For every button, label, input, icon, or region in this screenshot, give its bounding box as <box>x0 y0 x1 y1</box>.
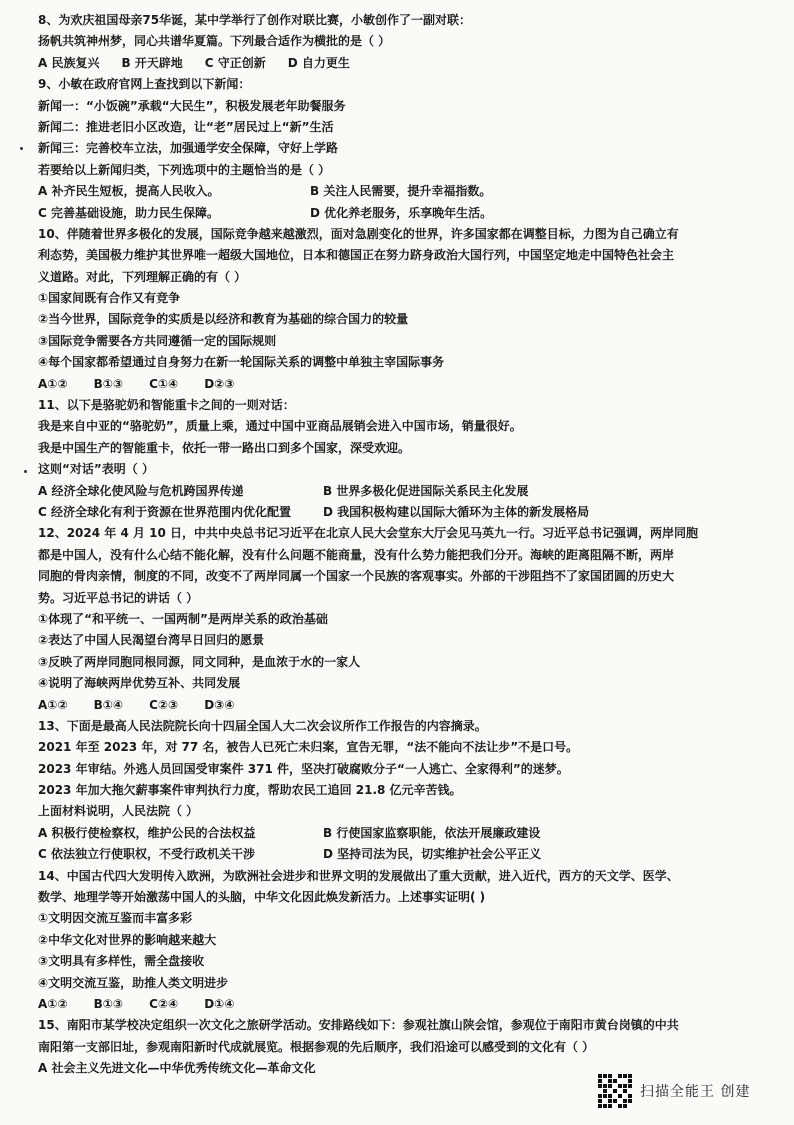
option-b[interactable]: B 开天辟地 <box>121 55 183 70</box>
statement: ②表达了中国人民渴望台湾早日回归的愿景 <box>38 633 265 648</box>
statement: ①体现了“和平统一、一国两制”是两岸关系的政治基础 <box>38 611 328 626</box>
option-c[interactable]: C 经济全球化有利于资源在世界范围内优化配置 <box>38 504 291 519</box>
option-b[interactable]: B①③ <box>93 376 124 391</box>
question-14 <box>38 866 768 1016</box>
question-text: 扬帆共筑神州梦，同心共谱华夏篇。下列最合适作为横批的是（ ） <box>38 34 391 49</box>
question-10 <box>38 224 768 395</box>
options-row <box>38 481 768 502</box>
exam-page <box>38 10 768 1080</box>
question-text: 同胞的骨肉亲情，制度的不同，改变不了两岸同属一个国家一个民族的客观事实。外部的干涉阻挡不了家国团圆的历史大 <box>38 569 675 584</box>
scan-mark <box>20 147 23 150</box>
option-a[interactable]: A 社会主义先进文化—中华优秀传统文化—革命文化 <box>38 1061 316 1076</box>
question-text: 9、小敏在政府官网上查找到以下新闻： <box>38 77 251 92</box>
statement: ③文明具有多样性，需全盘接收 <box>38 954 205 969</box>
statement: ①文明因交流互鉴而丰富多彩 <box>38 911 193 926</box>
question-15 <box>38 1015 768 1079</box>
option-d[interactable]: D 我国积极构建以国际大循环为主体的新发展格局 <box>323 504 590 519</box>
question-9 <box>38 74 768 224</box>
option-c[interactable]: C②④ <box>149 996 179 1011</box>
question-12 <box>38 523 768 716</box>
option-d[interactable]: D②③ <box>204 376 235 391</box>
statement: ②当今世界，国际竞争的实质是以经济和教育为基础的综合国力的较量 <box>38 312 409 327</box>
option-c[interactable]: C②③ <box>149 697 179 712</box>
question-text: 若要给以上新闻归类，下列选项中的主题恰当的是（ ） <box>38 162 331 177</box>
statement: ④说明了海峡两岸优势互补、共同发展 <box>38 676 241 691</box>
options-row <box>38 823 768 844</box>
option-b[interactable]: B①③ <box>93 996 124 1011</box>
option-d[interactable]: D 优化养老服务，乐享晚年生活。 <box>310 205 493 220</box>
question-text: 12、2024 年 4 月 10 日，中共中央总书记习近平在北京人民大会堂东大厅会见马英九一行。习近平总书记强调，两岸同胞 <box>38 526 699 541</box>
question-text: 10、伴随着世界多极化的发展，国际竞争越来越激烈，面对急剧变化的世界，许多国家都在调整目标，力图为自己确立有 <box>38 226 679 241</box>
question-text: 新闻三：完善校车立法，加强通学安全保障，守好上学路 <box>38 141 339 156</box>
question-text: 14、中国古代四大发明传入欧洲，为欧洲社会进步和世界文明的发展做出了重大贡献，进入近代，西方的天文学、医学、 <box>38 868 679 883</box>
option-b[interactable]: B 行使国家监察职能，依法开展廉政建设 <box>323 825 541 840</box>
option-c[interactable]: C 守正创新 <box>204 55 266 70</box>
question-11 <box>38 395 768 523</box>
statement: ④每个国家都希望通过自身努力在新一轮国际关系的调整中单独主宰国际事务 <box>38 355 445 370</box>
option-d[interactable]: D③④ <box>204 697 235 712</box>
question-text: 我是中国生产的智能重卡，依托一带一路出口到多个国家，深受欢迎。 <box>38 440 411 455</box>
question-text: 13、下面是最高人民法院院长向十四届全国人大二次会议所作工作报告的内容摘录。 <box>38 718 487 733</box>
question-text: 我是来自中亚的“骆驼奶”，质量上乘，通过中国中亚商品展销会进入中国市场，销量很好。 <box>38 419 522 434</box>
options-row <box>38 844 768 865</box>
statement: ①国家间既有合作又有竞争 <box>38 291 181 306</box>
options-row <box>38 53 768 74</box>
option-a[interactable]: A 民族复兴 <box>38 55 100 70</box>
option-b[interactable]: B①④ <box>93 697 124 712</box>
statement: ④文明交流互鉴，助推人类文明进步 <box>38 975 229 990</box>
options-row <box>38 181 768 202</box>
question-text: 15、南阳市某学校决定组织一次文化之旅研学活动。安排路线如下：参观社旗山陕会馆，参观位于南阳市黄台岗镇的中共 <box>38 1018 679 1033</box>
statement: ③反映了两岸同胞同根同源，同文同种，是血浓于水的一家人 <box>38 654 361 669</box>
question-text: 这则“对话”表明（ ） <box>38 462 154 477</box>
question-text: 南阳第一支部旧址，参观南阳新时代成就展览。根据参观的先后顺序，我们沿途可以感受到的文化有（ ） <box>38 1039 595 1054</box>
option-c[interactable]: C 完善基础设施，助力民生保障。 <box>38 205 219 220</box>
question-text: 势。习近平总书记的讲话（ ） <box>38 590 199 605</box>
option-d[interactable]: D 自力更生 <box>287 55 350 70</box>
question-text: 8、为欢庆祖国母亲75华诞，某中学举行了创作对联比赛，小敏创作了一副对联： <box>38 13 472 27</box>
scanner-watermark <box>598 1074 778 1108</box>
question-13 <box>38 716 768 866</box>
question-text: 11、以下是骆驼奶和智能重卡之间的一则对话： <box>38 398 295 413</box>
option-a[interactable]: A 经济全球化使风险与危机跨国界传递 <box>38 483 244 498</box>
question-8 <box>38 10 768 74</box>
options-row <box>38 695 768 716</box>
question-text: 新闻二：推进老旧小区改造，让“老”居民过上“新”生活 <box>38 119 334 134</box>
question-text: 新闻一：“小饭碗”承载“大民生”，积极发展老年助餐服务 <box>38 98 346 113</box>
option-a[interactable]: A 补齐民生短板，提高人民收入。 <box>38 184 220 199</box>
watermark-text: 扫描全能王 创建 <box>640 1084 751 1100</box>
option-d[interactable]: D①④ <box>204 996 235 1011</box>
option-c[interactable]: C①④ <box>149 376 179 391</box>
option-a[interactable]: A①② <box>38 996 68 1011</box>
option-a[interactable]: A①② <box>38 376 68 391</box>
statement: ③国际竞争需要各方共同遵循一定的国际规则 <box>38 333 277 348</box>
question-text: 数学、地理学等开始激荡中国人的头脑，中华文化因此焕发新活力。上述事实证明( ) <box>38 890 486 905</box>
options-row <box>38 502 768 523</box>
options-row <box>38 994 768 1015</box>
option-c[interactable]: C 依法独立行使职权，不受行政机关干涉 <box>38 847 255 862</box>
question-text: 2021 年至 2023 年，对 77 名，被告人已死亡未归案，宣告无罪，“法不能向不法让步”不是口号。 <box>38 740 579 755</box>
question-text: 义道路。对此，下列理解正确的有（ ） <box>38 269 247 284</box>
question-text: 上面材料说明，人民法院（ ） <box>38 804 199 819</box>
question-text: 2023 年审结。外逃人员回国受审案件 371 件，坚决打破腐败分子“一人逃亡、全家得利”的迷梦。 <box>38 761 569 776</box>
scan-mark <box>24 470 27 473</box>
statement: ②中华文化对世界的影响越来越大 <box>38 932 217 947</box>
option-d[interactable]: D 坚持司法为民，切实维护社会公平正义 <box>323 847 542 862</box>
options-row <box>38 203 768 224</box>
option-a[interactable]: A 积极行使检察权，维护公民的合法权益 <box>38 825 256 840</box>
question-text: 2023 年加大拖欠薪事案件审判执行力度，帮助农民工追回 21.8 亿元辛苦钱。 <box>38 783 462 798</box>
question-text: 都是中国人，没有什么心结不能化解，没有什么问题不能商量，没有什么势力能把我们分开。海峡的距离阻隔不断，两岸 <box>38 547 675 562</box>
option-a[interactable]: A①② <box>38 697 68 712</box>
option-b[interactable]: B 世界多极化促进国际关系民主化发展 <box>323 483 529 498</box>
option-b[interactable]: B 关注人民需要，提升幸福指数。 <box>310 184 492 199</box>
options-row <box>38 374 768 395</box>
question-text: 利态势，美国极力维护其世界唯一超级大国地位，日本和德国正在努力跻身政治大国行列，中国坚定地走中国特色社会主 <box>38 248 675 263</box>
qr-code-icon <box>598 1074 632 1108</box>
